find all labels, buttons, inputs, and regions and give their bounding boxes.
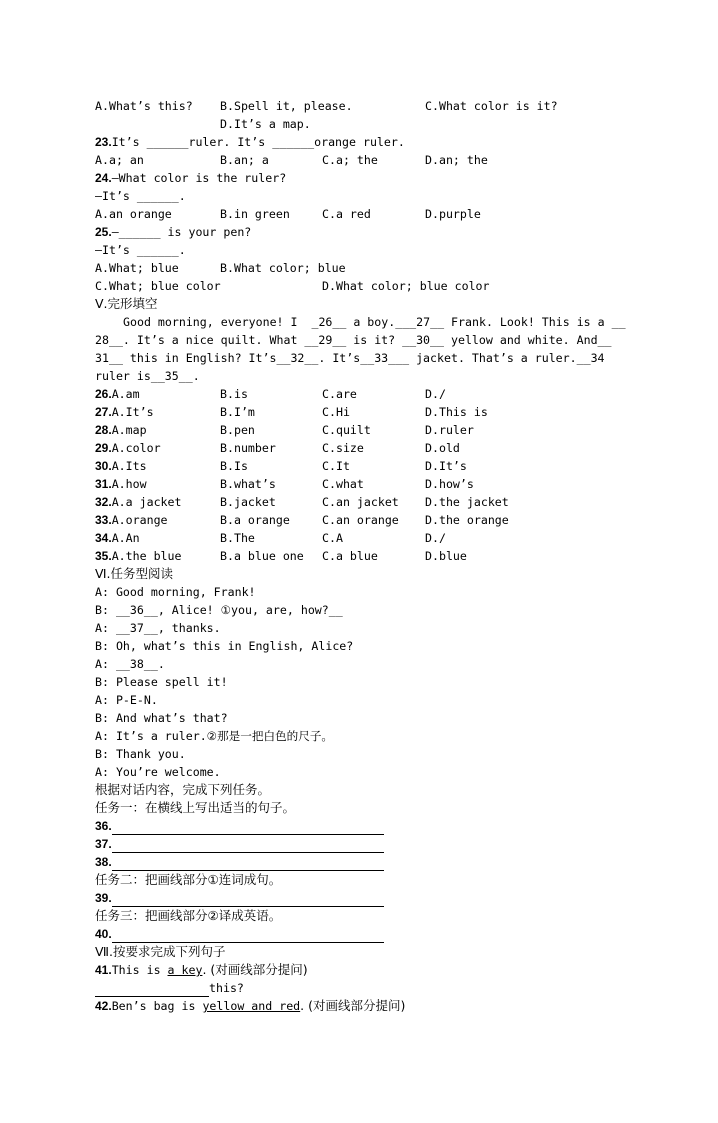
q25-stem [95, 223, 635, 241]
option-a: A.What; blue [95, 261, 179, 275]
answer-blank[interactable] [112, 839, 384, 853]
option-a [95, 439, 161, 457]
option-c: C.what [322, 477, 364, 491]
option-b: B.is [220, 387, 248, 401]
worksheet [95, 97, 635, 1015]
section-5-title: Ⅴ.完形填空 [95, 296, 158, 311]
option-b: B.in green [220, 207, 290, 221]
question-number: 31. [95, 477, 112, 491]
option-text: A.orange [111, 513, 168, 527]
option-c: C.an orange [322, 513, 399, 527]
dialog [95, 583, 635, 781]
dialog-line: A: Good morning, Frank! [95, 585, 256, 599]
underlined-part: a key [167, 963, 203, 977]
dialog-line: A: You’re welcome. [95, 765, 221, 779]
option-a [95, 547, 182, 565]
option-c: C.What color is it? [425, 99, 558, 113]
q25-stem-2 [95, 241, 635, 259]
answer-36 [95, 817, 635, 835]
option-b: B.jacket [220, 495, 276, 509]
option-d: D./ [425, 387, 446, 401]
option-text: A.the blue [111, 549, 182, 563]
q24-options [95, 205, 635, 223]
answer-39 [95, 889, 635, 907]
question-number: 40. [95, 927, 112, 941]
option-a [95, 529, 140, 547]
section-6-title: Ⅵ.任务型阅读 [95, 566, 174, 581]
option-d: D./ [425, 531, 446, 545]
cloze-question-row [95, 529, 635, 547]
option-a [95, 475, 147, 493]
answer-blank[interactable] [95, 983, 209, 997]
question-number: 25. [95, 225, 112, 239]
cloze-question-row [95, 403, 635, 421]
question-number: 34. [95, 531, 112, 545]
option-c: C.What; blue color [95, 279, 221, 293]
q23-stem [95, 133, 635, 151]
question-text: —It’s ______. [95, 189, 186, 203]
q41 [95, 961, 635, 979]
q22-options [95, 97, 635, 115]
option-text: A.It’s [111, 405, 154, 419]
option-a: A.an orange [95, 207, 172, 221]
cloze-question-row [95, 385, 635, 403]
question-number: 33. [95, 513, 112, 527]
underlined-part: yellow and red [202, 999, 301, 1013]
cloze-question-row [95, 511, 635, 529]
question-number: 32. [95, 495, 112, 509]
answer-37 [95, 835, 635, 853]
question-number: 30. [95, 459, 112, 473]
option-text: A.map [111, 423, 147, 437]
option-d: D.an; the [425, 153, 488, 167]
cloze-question-row [95, 547, 635, 565]
dialog-line: B: Oh, what’s this in English, Alice? [95, 639, 354, 653]
question-text: This is [111, 963, 168, 977]
cloze-passage-line-3: 31__ this in English? It’s__32__. It’s__33___ jacket. That’s a ruler.__34 [95, 351, 605, 365]
option-b: B.The [220, 531, 255, 545]
option-a [95, 457, 147, 475]
dialog-line: B: Thank you. [95, 747, 186, 761]
option-d: D.the jacket [425, 495, 509, 509]
question-number: 26. [95, 387, 112, 401]
question-number: 41. [95, 963, 112, 977]
cloze-question-row [95, 493, 635, 511]
question-instruction: . (对画线部分提问) [202, 962, 308, 977]
question-instruction: . (对画线部分提问) [300, 998, 406, 1013]
question-number: 36. [95, 819, 112, 833]
cloze-passage-line-1: Good morning, everyone! I _26__ a boy.___27__ Frank. Look! This is a __ [123, 315, 626, 329]
option-d: D.ruler [425, 423, 474, 437]
option-c: C.A [322, 531, 343, 545]
option-text: A.Its [111, 459, 147, 473]
option-a [95, 403, 154, 421]
option-a [95, 511, 168, 529]
question-number: 42. [95, 999, 112, 1013]
answer-blank[interactable] [112, 857, 384, 871]
option-text: A.am [111, 387, 140, 401]
question-number: 37. [95, 837, 112, 851]
option-b: B.what’s [220, 477, 276, 491]
question-number: 35. [95, 549, 112, 563]
option-d: D.the orange [425, 513, 509, 527]
option-b: B.Is [220, 459, 248, 473]
question-number: 27. [95, 405, 112, 419]
question-text: Ben’s bag is [111, 999, 203, 1013]
dialog-line: B: And what’s that? [95, 711, 228, 725]
answer-blank[interactable] [112, 821, 384, 835]
question-number: 38. [95, 855, 112, 869]
question-text: —It’s ______. [95, 243, 186, 257]
option-a [95, 421, 147, 439]
cloze-question-row [95, 421, 635, 439]
dialog-line: A: P-E-N. [95, 693, 158, 707]
question-text: —______ is your pen? [111, 225, 252, 239]
option-d: D.purple [425, 207, 481, 221]
q23-options [95, 151, 635, 169]
option-b: B.an; a [220, 153, 269, 167]
q24-stem [95, 169, 635, 187]
option-b: B.pen [220, 423, 255, 437]
option-b: B.number [220, 441, 276, 455]
option-d: D.This is [425, 405, 488, 419]
option-a [95, 385, 140, 403]
option-a: A.What’s this? [95, 99, 193, 113]
task-3-title: 任务三：把画线部分②译成英语。 [95, 908, 282, 923]
option-c: C.an jacket [322, 495, 399, 509]
dialog-line: B: __36__, Alice! ①you, are, how?__ [95, 603, 343, 617]
option-c: C.a blue [322, 549, 378, 563]
option-b: B.a blue one [220, 549, 304, 563]
answer-blank[interactable] [112, 893, 384, 907]
answer-38 [95, 853, 635, 871]
q42 [95, 997, 635, 1015]
option-c: C.size [322, 441, 364, 455]
option-d: D.It’s a map. [220, 117, 311, 131]
option-text: A.An [111, 531, 140, 545]
cloze-passage-line-2: 28__. It’s a nice quilt. What __29__ is it? __30__ yellow and white. And__ [95, 333, 612, 347]
option-a: A.a; an [95, 153, 144, 167]
q25-options-row1 [95, 259, 635, 277]
option-c: C.a; the [322, 153, 378, 167]
option-d: D.old [425, 441, 460, 455]
option-c: C.It [322, 459, 350, 473]
question-text: —What color is the ruler? [111, 171, 287, 185]
question-number: 28. [95, 423, 112, 437]
dialog-line: A: It’s a ruler.②那是一把白色的尺子。 [95, 729, 334, 743]
q41-answer [95, 979, 635, 997]
option-b: B.a orange [220, 513, 290, 527]
cloze-question-row [95, 439, 635, 457]
option-text: A.color [111, 441, 161, 455]
question-number: 23. [95, 135, 112, 149]
q22-option-d-row [95, 115, 635, 133]
task-2-title: 任务二：把画线部分①连词成句。 [95, 872, 282, 887]
q25-options-row2 [95, 277, 635, 295]
dialog-line: A: __37__, thanks. [95, 621, 221, 635]
question-number: 29. [95, 441, 112, 455]
cloze-question-row [95, 457, 635, 475]
question-text: It’s ______ruler. It’s ______orange ruler. [111, 135, 405, 149]
answer-tail: this? [209, 981, 244, 995]
dialog-line: A: __38__. [95, 657, 165, 671]
option-text: A.a jacket [111, 495, 182, 509]
option-b: B.What color; blue [220, 261, 346, 275]
answer-40 [95, 925, 635, 943]
cloze-passage-line-4: ruler is__35__. [95, 369, 200, 383]
option-b: B.I’m [220, 405, 255, 419]
question-number: 39. [95, 891, 112, 905]
task-instruction: 根据对话内容，完成下列任务。 [95, 782, 271, 797]
section-7-title: Ⅶ.按要求完成下列句子 [95, 944, 226, 959]
task-1-title: 任务一：在横线上写出适当的句子。 [95, 800, 296, 815]
option-a [95, 493, 182, 511]
dialog-line: B: Please spell it! [95, 675, 228, 689]
question-number: 24. [95, 171, 112, 185]
option-d: D.how’s [425, 477, 474, 491]
option-c: C.Hi [322, 405, 350, 419]
option-d: D.What color; blue color [322, 279, 490, 293]
option-d: D.blue [425, 549, 467, 563]
option-text: A.how [111, 477, 147, 491]
cloze-question-row [95, 475, 635, 493]
cloze-questions [95, 385, 635, 565]
option-c: C.quilt [322, 423, 371, 437]
option-d: D.It’s [425, 459, 467, 473]
answer-blank[interactable] [112, 929, 384, 943]
option-c: C.are [322, 387, 357, 401]
option-b: B.Spell it, please. [220, 99, 353, 113]
option-c: C.a red [322, 207, 371, 221]
q24-stem-2 [95, 187, 635, 205]
